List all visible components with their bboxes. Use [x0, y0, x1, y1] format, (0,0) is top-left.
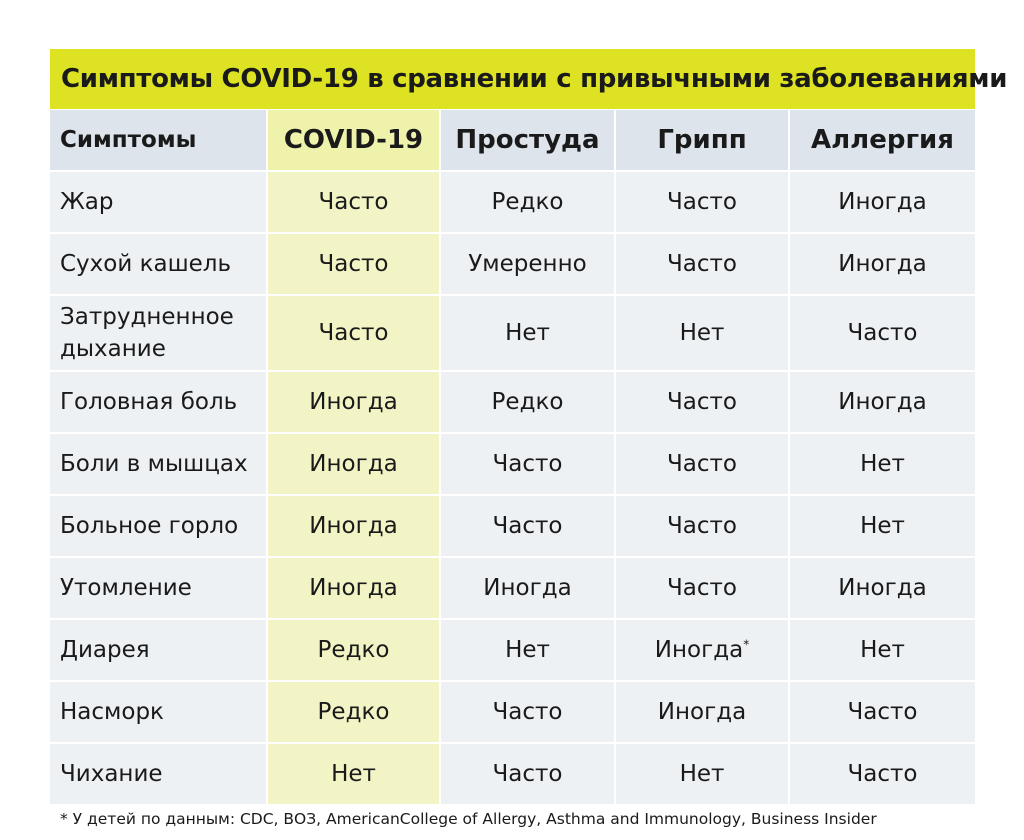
title-bar [50, 49, 1008, 109]
covid-cell: Редко [268, 682, 439, 742]
flu-cell [616, 234, 788, 294]
flu-value: Часто [667, 189, 737, 215]
cold-cell: Часто [441, 682, 614, 742]
symptom-cell: Сухой кашель [50, 234, 266, 294]
table-row [50, 744, 975, 804]
symptom-cell: Жар [50, 172, 266, 232]
flu-value: Нет [679, 761, 725, 787]
table-row [50, 372, 975, 432]
table-row [50, 496, 975, 556]
symptom-cell: Чихание [50, 744, 266, 804]
covid-cell: Часто [268, 234, 439, 294]
flu-cell [616, 558, 788, 618]
allergy-cell: Часто [790, 744, 975, 804]
flu-cell [616, 434, 788, 494]
symptom-cell: Больное горло [50, 496, 266, 556]
table-row [50, 558, 975, 618]
covid-cell: Нет [268, 744, 439, 804]
allergy-cell: Часто [790, 296, 975, 370]
cold-cell: Часто [441, 496, 614, 556]
symptom-cell: Затрудненное дыхание [50, 296, 266, 370]
covid-cell: Иногда [268, 372, 439, 432]
allergy-cell: Иногда [790, 172, 975, 232]
cold-cell: Часто [441, 434, 614, 494]
allergy-cell: Нет [790, 496, 975, 556]
flu-value: Часто [667, 389, 737, 415]
cold-cell: Редко [441, 372, 614, 432]
symptom-cell: Боли в мышцах [50, 434, 266, 494]
flu-value: Часто [667, 513, 737, 539]
symptom-cell: Насморк [50, 682, 266, 742]
flu-value: Нет [679, 320, 725, 346]
symptom-cell: Утомление [50, 558, 266, 618]
symptoms-comparison-table [48, 108, 977, 806]
cold-cell: Иногда [441, 558, 614, 618]
table-row [50, 234, 975, 294]
flu-cell [616, 496, 788, 556]
allergy-cell: Иногда [790, 372, 975, 432]
cold-cell: Часто [441, 744, 614, 804]
table-row [50, 434, 975, 494]
allergy-cell: Иногда [790, 558, 975, 618]
flu-cell [616, 682, 788, 742]
flu-value: Часто [667, 451, 737, 477]
column-header-flu: Грипп [616, 110, 788, 170]
cold-cell: Редко [441, 172, 614, 232]
cold-cell: Умеренно [441, 234, 614, 294]
allergy-cell: Нет [790, 620, 975, 680]
table-header-row [50, 110, 975, 170]
allergy-cell: Иногда [790, 234, 975, 294]
table-row [50, 620, 975, 680]
cold-cell: Нет [441, 620, 614, 680]
symptom-cell: Диарея [50, 620, 266, 680]
flu-cell [616, 620, 788, 680]
allergy-cell: Часто [790, 682, 975, 742]
column-header-symptoms: Симптомы [50, 110, 266, 170]
footnote: * У детей по данным: CDC, ВОЗ, AmericanCollege of Allergy, Asthma and Immunology, Business Insider [60, 810, 877, 828]
flu-value: Иногда [657, 699, 747, 725]
covid-cell: Иногда [268, 558, 439, 618]
flu-cell [616, 296, 788, 370]
page-title: Симптомы COVID-19 в сравнении с привычными заболеваниями [61, 64, 1008, 94]
covid-cell: Часто [268, 172, 439, 232]
allergy-cell: Нет [790, 434, 975, 494]
table-row [50, 682, 975, 742]
footnote-marker: * [743, 637, 750, 652]
covid-cell: Иногда [268, 496, 439, 556]
table-row [50, 172, 975, 232]
covid-cell: Часто [268, 296, 439, 370]
covid-cell: Иногда [268, 434, 439, 494]
flu-cell [616, 372, 788, 432]
flu-value: Иногда [654, 637, 744, 663]
table-row [50, 296, 975, 370]
flu-value: Часто [667, 251, 737, 277]
column-header-covid: COVID-19 [268, 110, 439, 170]
cold-cell: Нет [441, 296, 614, 370]
flu-cell [616, 172, 788, 232]
flu-cell [616, 744, 788, 804]
symptom-cell: Головная боль [50, 372, 266, 432]
flu-value: Часто [667, 575, 737, 601]
column-header-cold: Простуда [441, 110, 614, 170]
covid-cell: Редко [268, 620, 439, 680]
column-header-allergy: Аллергия [790, 110, 975, 170]
